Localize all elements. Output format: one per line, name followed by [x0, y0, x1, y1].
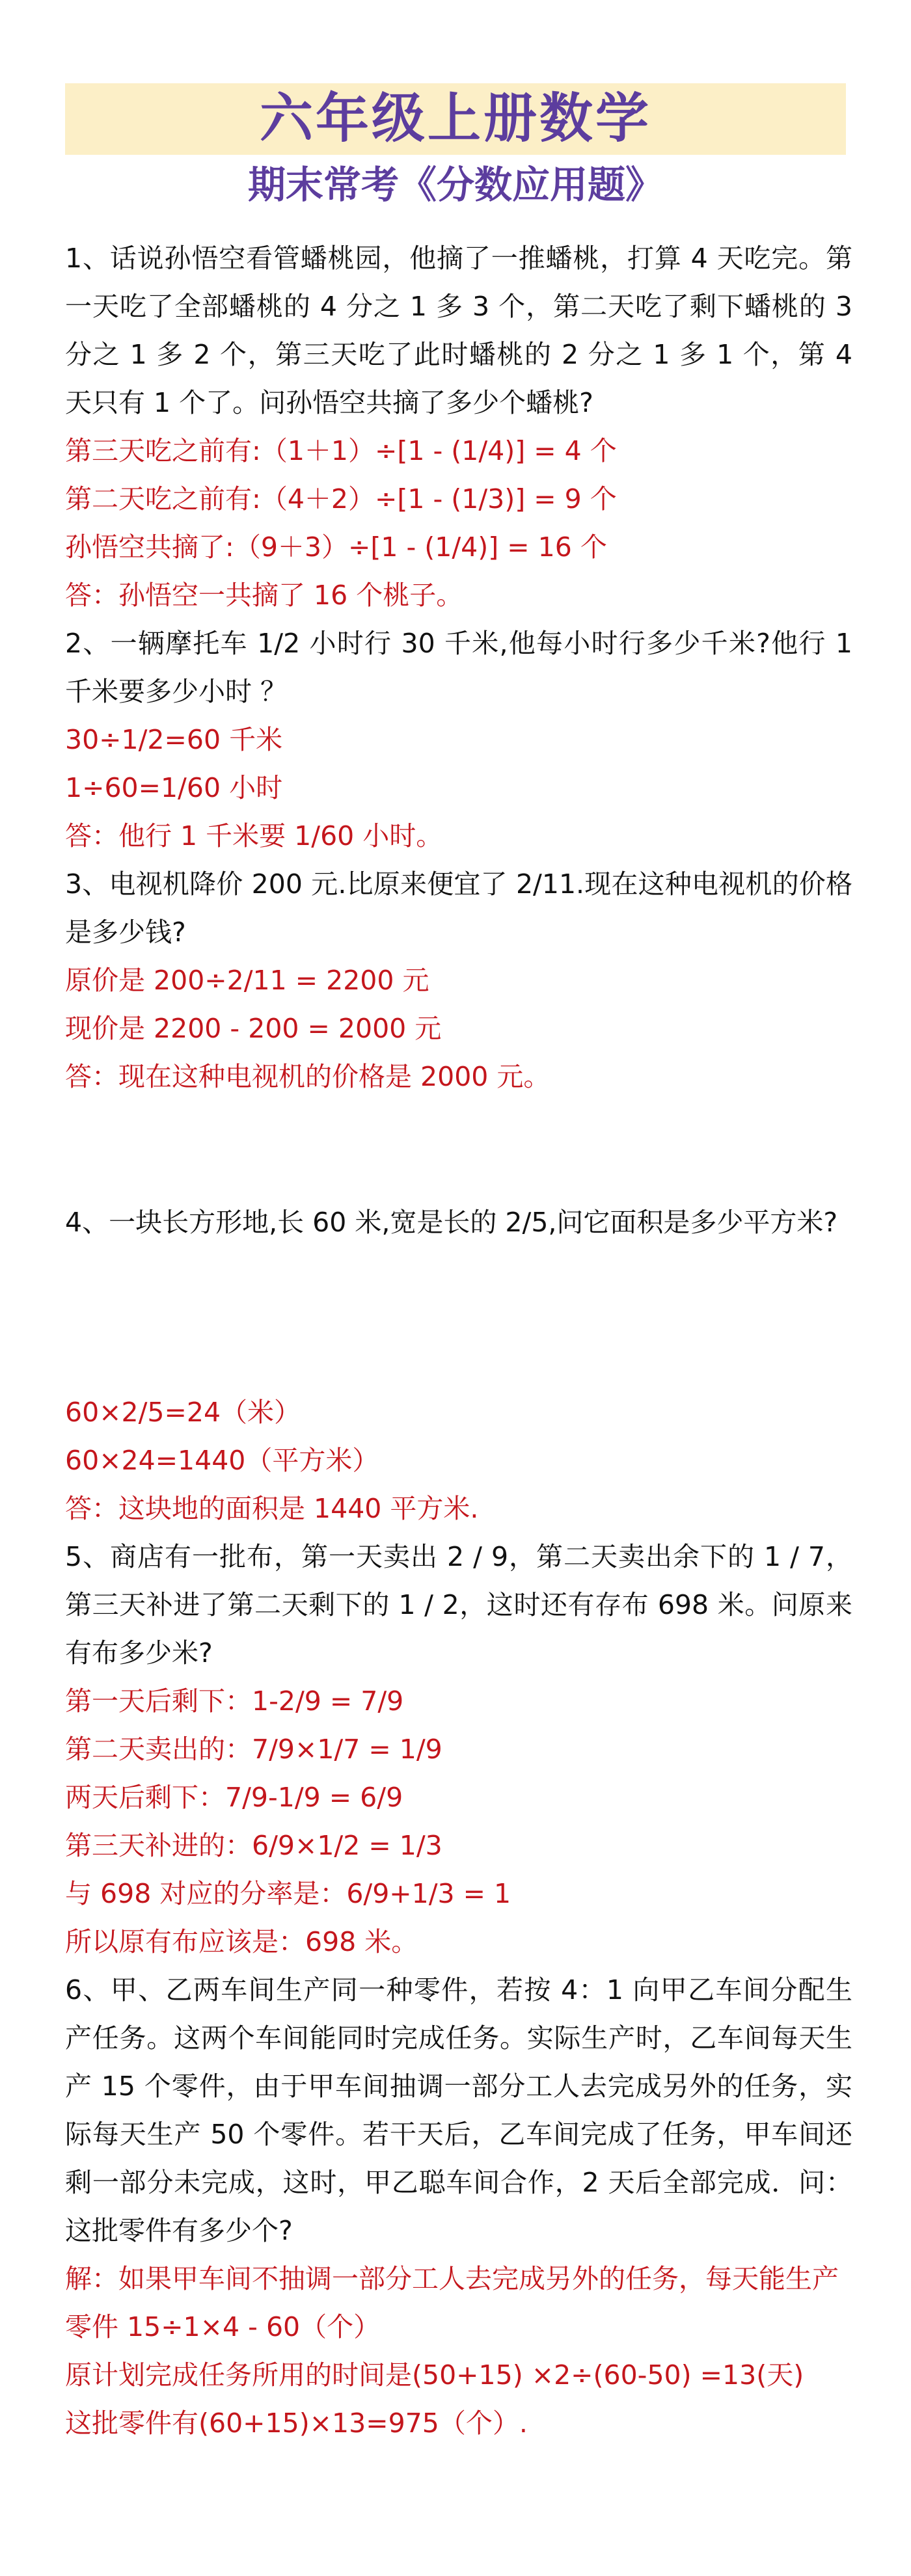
problem-1-answer-line: 第三天吃之前有:（1＋1）÷[1 - (1/4)] = 4 个 [65, 435, 617, 466]
problem-1-question: 1、话说孙悟空看管蟠桃园，他摘了一推蟠桃，打算 4 天吃完。第一天吃了全部蟠桃的 4 分之 1 多 3 个，第二天吃了剩下蟠桃的 3 分之 1 多 2 个，第三天吃了此时蟠桃的 2 分之 1 多 1 个，第 4 天只有 1 个了。问孙悟空共摘了多少个蟠桃? [65, 243, 852, 418]
page-subtitle: 期末常考《分数应用题》 [247, 163, 663, 207]
problem-5-answer-line: 与 698 对应的分率是：6/9+1/3 = 1 [65, 1878, 511, 1909]
problem-6-answer-line: 解：如果甲车间不抽调一部分工人去完成另外的任务，每天能生产零件 15÷1×4 - 60（个） [65, 2263, 839, 2342]
problem-6-answer-line: 原计划完成任务所用的时间是(50+15) ×2÷(60-50) =13(天) [65, 2359, 804, 2391]
spacer [65, 1246, 852, 1388]
problem-4-question: 4、一块长方形地,长 60 米,宽是长的 2/5,问它面积是多少平方米? [65, 1207, 838, 1238]
problem-4-answer-line: 60×2/5=24（米） [65, 1397, 301, 1428]
spacer [65, 1101, 852, 1198]
problem-4-answer-line: 60×24=1440（平方米） [65, 1445, 379, 1476]
problem-2-answer-line: 答：他行 1 千米要 1/60 小时。 [65, 820, 443, 852]
problem-5-answer-line: 第三天补进的：6/9×1/2 = 1/3 [65, 1830, 442, 1861]
problem-2-answer-line: 1÷60=1/60 小时 [65, 772, 283, 803]
problem-3-answer-line: 原价是 200÷2/11 = 2200 元 [65, 965, 429, 996]
page-title: 六年级上册数学 [259, 88, 651, 150]
problem-3-question: 3、电视机降价 200 元.比原来便宜了 2/11.现在这种电视机的价格是多少钱? [65, 868, 852, 948]
problem-3-answer-line: 答：现在这种电视机的价格是 2000 元。 [65, 1061, 551, 1092]
problem-1-answer-line: 孙悟空共摘了:（9＋3）÷[1 - (1/4)] = 16 个 [65, 531, 607, 563]
problem-5-answer-line: 第一天后剩下：1-2/9 = 7/9 [65, 1685, 404, 1717]
problem-2-answer-line: 30÷1/2=60 千米 [65, 724, 283, 755]
problem-3-answer-line: 现价是 2200 - 200 = 2000 元 [65, 1013, 442, 1044]
problem-6-question: 6、甲、乙两车间生产同一种零件，若按 4：1 向甲乙车间分配生产任务。这两个车间能同时完成任务。实际生产时，乙车间每天生产 15 个零件，由于甲车间抽调一部分工人去完成另外的任务，实际每天生产 50 个零件。若干天后，乙车间完成了任务，甲车间还剩一部分未完成，这时，甲乙聪车间合作，2 天后全部完成．问：这批零件有多少个? [65, 1974, 852, 2246]
problem-6-answer-line: 这批零件有(60+15)×13=975（个）. [65, 2408, 528, 2439]
problem-5-question: 5、商店有一批布，第一天卖出 2 / 9，第二天卖出余下的 1 / 7，第三天补进了第二天剩下的 1 / 2，这时还有存布 698 米。问原来有布多少米? [65, 1541, 852, 1669]
problem-5-answer-line: 两天后剩下：7/9-1/9 = 6/9 [65, 1782, 403, 1813]
problem-4-answer-line: 答：这块地的面积是 1440 平方米. [65, 1493, 479, 1524]
problem-1-answer-line: 答：孙悟空一共摘了 16 个桃子。 [65, 580, 463, 611]
title-banner [65, 83, 846, 155]
problem-1-answer-line: 第二天吃之前有:（4＋2）÷[1 - (1/3)] = 9 个 [65, 483, 617, 515]
problem-5-answer-line: 所以原有布应该是：698 米。 [65, 1926, 418, 1957]
problem-2-question: 2、一辆摩托车 1/2 小时行 30 千米,他每小时行多少千米?他行 1 千米要多少小时 ？ [65, 628, 853, 707]
problem-5-answer-line: 第二天卖出的：7/9×1/7 = 1/9 [65, 1734, 442, 1765]
problem-list [65, 234, 852, 2447]
